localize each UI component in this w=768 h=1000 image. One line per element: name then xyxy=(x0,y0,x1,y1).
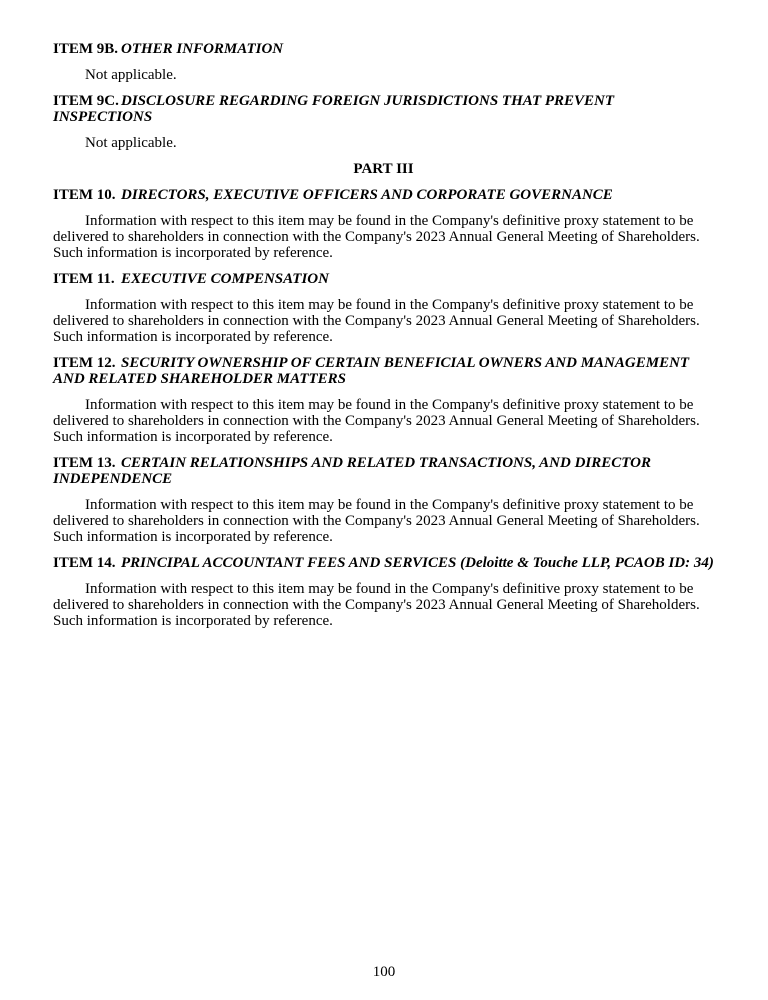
item-10-label: ITEM 10. xyxy=(53,187,116,203)
item-12-heading xyxy=(53,355,714,387)
item-13-body: Information with respect to this item may be found in the Company's definitive proxy statement to be delivered to shareholders in connection with the Company's 2023 Annual General Meeting of Shareholders. Such information is incorporated by reference. xyxy=(53,497,700,545)
item-11-body: Information with respect to this item may be found in the Company's definitive proxy statement to be delivered to shareholders in connection with the Company's 2023 Annual General Meeting of Shareholders. Such information is incorporated by reference. xyxy=(53,297,700,345)
item-9b-body: Not applicable. xyxy=(85,67,177,83)
item-14-title: PRINCIPAL ACCOUNTANT FEES AND SERVICES (Deloitte & Touche LLP, PCAOB ID: 34) xyxy=(121,555,714,571)
item-10-title: DIRECTORS, EXECUTIVE OFFICERS AND CORPORATE GOVERNANCE xyxy=(121,187,613,203)
item-9c-title: DISCLOSURE REGARDING FOREIGN JURISDICTIONS THAT PREVENT INSPECTIONS xyxy=(53,93,615,125)
item-13-label: ITEM 13. xyxy=(53,455,116,471)
item-9c-heading xyxy=(53,93,714,125)
item-13-heading xyxy=(53,455,714,487)
page-number: 100 xyxy=(372,964,396,980)
item-9b-label: ITEM 9B. xyxy=(53,41,119,57)
item-12-title: SECURITY OWNERSHIP OF CERTAIN BENEFICIAL OWNERS AND MANAGEMENT AND RELATED SHAREHOLDER MATTERS xyxy=(53,355,690,387)
item-9b-title: OTHER INFORMATION xyxy=(121,41,284,57)
item-14-label: ITEM 14. xyxy=(53,555,116,571)
item-14-body: Information with respect to this item may be found in the Company's definitive proxy statement to be delivered to shareholders in connection with the Company's 2023 Annual General Meeting of Shareholders. Such information is incorporated by reference. xyxy=(53,581,700,629)
item-10-heading xyxy=(53,187,714,203)
item-9b-heading xyxy=(53,41,714,57)
part-iii-header: PART III xyxy=(353,161,414,177)
item-9c-label: ITEM 9C. xyxy=(53,93,119,109)
item-10-body: Information with respect to this item may be found in the Company's definitive proxy statement to be delivered to shareholders in connection with the Company's 2023 Annual General Meeting of Shareholders. Such information is incorporated by reference. xyxy=(53,213,700,261)
item-12-label: ITEM 12. xyxy=(53,355,116,371)
item-14-heading xyxy=(53,555,714,571)
item-11-title: EXECUTIVE COMPENSATION xyxy=(121,271,329,287)
item-13-title: CERTAIN RELATIONSHIPS AND RELATED TRANSACTIONS, AND DIRECTOR INDEPENDENCE xyxy=(53,455,651,487)
item-12-body: Information with respect to this item may be found in the Company's definitive proxy statement to be delivered to shareholders in connection with the Company's 2023 Annual General Meeting of Shareholders. Such information is incorporated by reference. xyxy=(53,397,700,445)
item-9c-body: Not applicable. xyxy=(85,135,177,151)
item-11-label: ITEM 11. xyxy=(53,271,115,287)
item-11-heading xyxy=(53,271,714,287)
